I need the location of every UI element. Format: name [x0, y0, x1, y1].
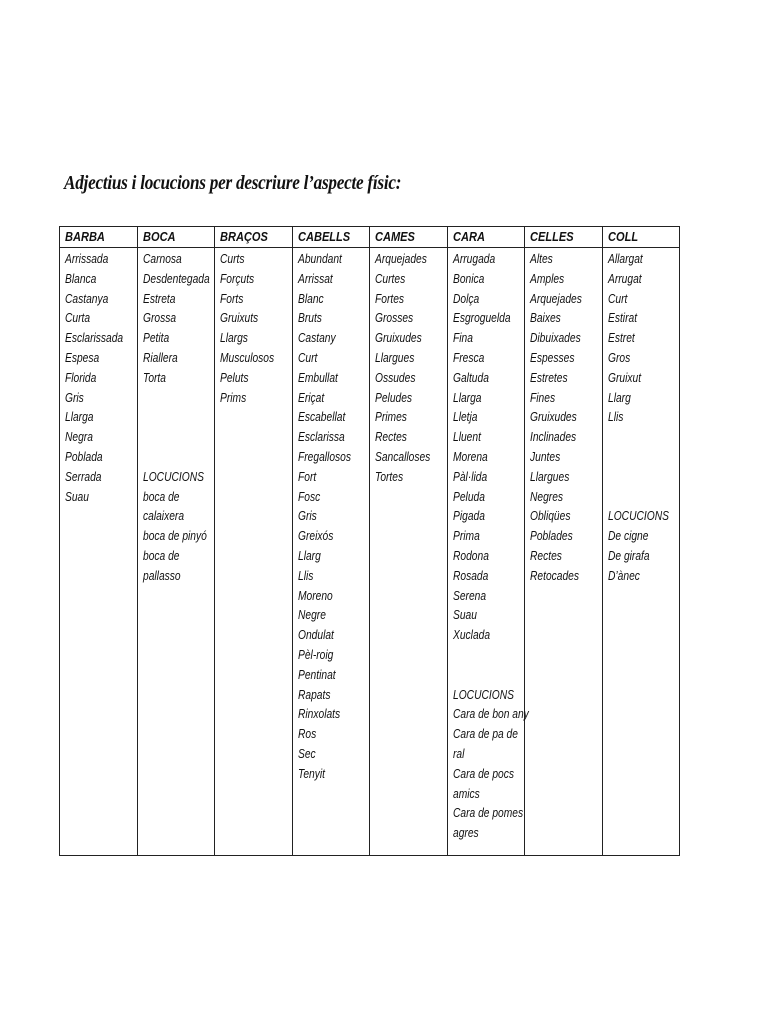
list-item: Curt — [608, 291, 628, 306]
list-item: Petita — [143, 331, 170, 346]
list-item: Suau — [65, 489, 89, 504]
column-cabells — [293, 248, 370, 856]
list-item: Grossa — [143, 311, 177, 326]
list-item: Negres — [530, 489, 564, 504]
list-item: Arrissat — [298, 271, 333, 286]
list-item: Sec — [298, 746, 316, 761]
list-item: Gruixudes — [375, 331, 422, 346]
list-item: Cara de pomes — [453, 806, 524, 821]
column-boca — [138, 248, 215, 856]
column-header-cabells: CABELLS — [293, 227, 370, 248]
list-item: Carnosa — [143, 252, 182, 266]
column-header-boca: BOCA — [138, 227, 215, 248]
list-item: Esclarissada — [65, 331, 124, 346]
vocabulary-table — [59, 226, 680, 856]
blank-line — [608, 428, 679, 448]
list-item: Cara de pocs — [453, 766, 514, 781]
blank-line — [608, 468, 679, 488]
list-item: amics — [453, 786, 480, 801]
list-item: Llarg — [298, 548, 321, 563]
list-item: De girafa — [608, 548, 650, 563]
blank-line — [143, 389, 214, 409]
list-item: Fort — [298, 469, 317, 484]
list-item: Tortes — [375, 469, 404, 484]
column-header-cames: CAMES — [370, 227, 448, 248]
column-header-coll: COLL — [603, 227, 680, 248]
column-header-barba: BARBA — [60, 227, 138, 248]
list-item: Juntes — [530, 449, 561, 464]
list-item: Estretes — [530, 370, 568, 385]
list-item: Blanca — [65, 271, 97, 286]
list-item: Musculosos — [220, 350, 275, 365]
list-item: ral — [453, 746, 465, 761]
list-item: Negra — [65, 430, 93, 445]
list-item: Tenyit — [298, 766, 325, 781]
list-item: Pigada — [453, 509, 485, 524]
list-item: Torta — [143, 370, 166, 385]
list-item: Curt — [298, 350, 318, 365]
list-item: Grosses — [375, 311, 414, 326]
list-item: Esclarissa — [298, 430, 345, 445]
list-item: Lluent — [453, 430, 481, 445]
list-item: Estreta — [143, 291, 176, 306]
blank-line — [453, 646, 524, 666]
list-item: Ondulat — [298, 628, 334, 643]
list-item: Eriçat — [298, 390, 325, 405]
list-item: Gruixudes — [530, 410, 577, 425]
list-item: Galtuda — [453, 370, 489, 385]
list-item: Peluts — [220, 370, 249, 385]
section-label-locucions: LOCUCIONS — [608, 509, 669, 524]
list-item: Morena — [453, 449, 488, 464]
list-item: Embullat — [298, 370, 338, 385]
list-item: Allargat — [608, 252, 643, 266]
list-item: Llis — [608, 410, 624, 425]
list-item: Baixes — [530, 311, 561, 326]
list-item: Espesses — [530, 350, 575, 365]
list-item: Llargues — [530, 469, 570, 484]
blank-line — [453, 666, 524, 686]
blank-line — [608, 488, 679, 508]
section-label-locucions: LOCUCIONS — [143, 469, 204, 484]
blank-line — [143, 428, 214, 448]
list-item: Peludes — [375, 390, 413, 405]
list-item: Serrada — [65, 469, 102, 484]
list-item: Gruixut — [608, 370, 642, 385]
section-label-locucions: LOCUCIONS — [453, 687, 514, 702]
list-item: Bonica — [453, 271, 485, 286]
list-item: Fines — [530, 390, 556, 405]
list-item: Fresca — [453, 350, 485, 365]
list-item: Retocades — [530, 568, 580, 583]
list-item: agres — [453, 826, 479, 841]
blank-line — [608, 448, 679, 468]
list-item: Curts — [220, 252, 245, 266]
list-item: Escabellat — [298, 410, 346, 425]
list-item: Estret — [608, 331, 635, 346]
list-item: boca de pinyó — [143, 529, 207, 544]
column-header-celles: CELLES — [525, 227, 603, 248]
list-item: Gros — [608, 350, 631, 365]
list-item: Cara de pa de — [453, 727, 518, 742]
list-item: Rosada — [453, 568, 489, 583]
list-item: Rectes — [375, 430, 407, 445]
list-item: Desdentegada — [143, 271, 210, 286]
list-item: Castany — [298, 331, 336, 346]
list-item: Peluda — [453, 489, 485, 504]
list-item: Llarga — [65, 410, 94, 425]
list-item: Poblades — [530, 529, 573, 544]
list-item: Curta — [65, 311, 91, 326]
list-item: D’ànec — [608, 568, 640, 583]
list-item: boca de — [143, 548, 180, 563]
list-item: Esgroguelda — [453, 311, 511, 326]
list-item: Poblada — [65, 449, 103, 464]
list-item: Curtes — [375, 271, 406, 286]
list-item: Amples — [530, 271, 565, 286]
blank-line — [143, 408, 214, 428]
list-item: Inclinades — [530, 430, 577, 445]
list-item: Sancalloses — [375, 449, 431, 464]
list-item: Arrissada — [65, 252, 109, 266]
list-item: Llarg — [608, 390, 631, 405]
list-item: Ros — [298, 727, 317, 742]
column-coll — [603, 248, 680, 856]
list-item: Dibuixades — [530, 331, 581, 346]
list-item: Llargs — [220, 331, 248, 346]
list-item: Ossudes — [375, 370, 416, 385]
list-item: Lletja — [453, 410, 478, 425]
list-item: Gris — [298, 509, 317, 524]
list-item: calaixera — [143, 509, 185, 524]
list-item: Llargues — [375, 350, 415, 365]
list-item: Obliqües — [530, 509, 571, 524]
column-celles — [525, 248, 603, 856]
column-cames — [370, 248, 448, 856]
content-row — [60, 248, 680, 856]
list-item: Gris — [65, 390, 84, 405]
list-item: Abundant — [298, 252, 342, 266]
list-item: Greixós — [298, 529, 334, 544]
list-item: Bruts — [298, 311, 322, 326]
list-item: Florida — [65, 370, 97, 385]
list-item: Fortes — [375, 291, 405, 306]
list-item: Arquejades — [375, 252, 427, 266]
list-item: Llarga — [453, 390, 482, 405]
list-item: Cara de bon any — [453, 707, 529, 722]
list-item: Moreno — [298, 588, 333, 603]
list-item: Xuclada — [453, 628, 491, 643]
list-item: Forts — [220, 291, 244, 306]
list-item: Forçuts — [220, 271, 255, 286]
list-item: Fosc — [298, 489, 321, 504]
list-item: Blanc — [298, 291, 324, 306]
column-header-bracos: BRAÇOS — [215, 227, 293, 248]
list-item: Riallera — [143, 350, 178, 365]
list-item: Altes — [530, 252, 553, 266]
list-item: Pàl·lida — [453, 469, 488, 484]
list-item: Estirat — [608, 311, 638, 326]
column-bracos — [215, 248, 293, 856]
column-cara — [448, 248, 529, 856]
list-item: Gruixuts — [220, 311, 259, 326]
list-item: Pèl-roig — [298, 647, 334, 662]
list-item: Negre — [298, 608, 326, 623]
list-item: Prima — [453, 529, 480, 544]
list-item: Arquejades — [530, 291, 582, 306]
list-item: Fina — [453, 331, 473, 346]
blank-line — [143, 448, 214, 468]
list-item: Espesa — [65, 350, 100, 365]
header-row — [60, 227, 680, 248]
list-item: Pentinat — [298, 667, 336, 682]
list-item: Rectes — [530, 548, 562, 563]
list-item: Rinxolats — [298, 707, 341, 722]
list-item: pallasso — [143, 568, 181, 583]
list-item: Arrugada — [453, 252, 496, 266]
list-item: Rodona — [453, 548, 489, 563]
list-item: boca de — [143, 489, 180, 504]
list-item: Castanya — [65, 291, 109, 306]
page-title: Adjectius i locucions per descriure l’aspecte físic: — [64, 172, 402, 194]
list-item: Fregallosos — [298, 449, 351, 464]
list-item: Rapats — [298, 687, 331, 702]
list-item: Arrugat — [608, 271, 642, 286]
column-barba — [60, 248, 138, 856]
list-item: De cigne — [608, 529, 649, 544]
list-item: Serena — [453, 588, 487, 603]
list-item: Primes — [375, 410, 407, 425]
list-item: Llis — [298, 568, 314, 583]
column-header-cara: CARA — [448, 227, 525, 248]
list-item: Suau — [453, 608, 477, 623]
list-item: Dolça — [453, 291, 480, 306]
list-item: Prims — [220, 390, 247, 405]
